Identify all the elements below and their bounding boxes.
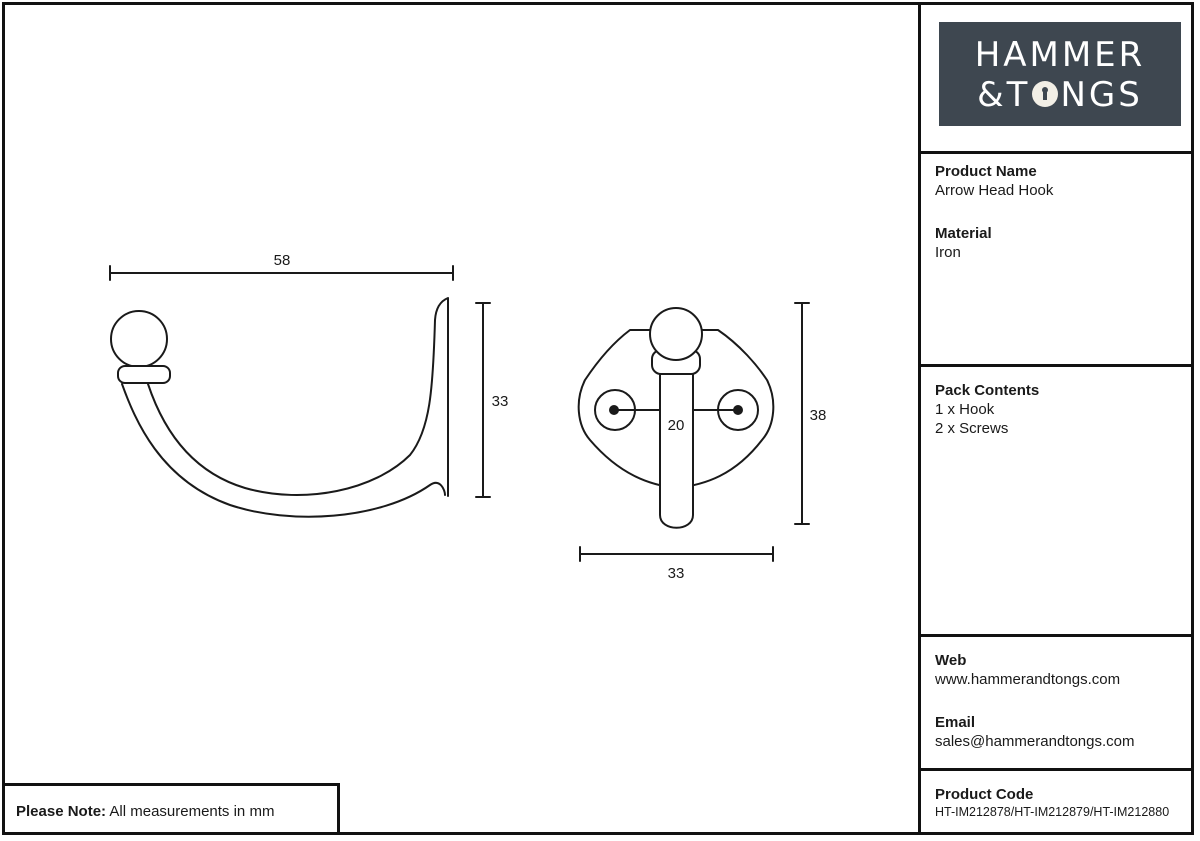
dimension-58-label: 58: [273, 252, 291, 269]
dimension-33-side-line: [476, 303, 490, 497]
note-text: All measurements in mm: [109, 803, 275, 820]
dimension-20-label: 20: [667, 417, 685, 434]
brand-logo: [939, 22, 1181, 126]
pack-item: 1 x Hook: [935, 401, 995, 418]
product-panel: [921, 151, 1194, 364]
dimension-33-side-label: 33: [491, 393, 509, 410]
product-code-panel: [921, 768, 1194, 835]
dimension-38-line: [795, 303, 809, 524]
brand-line-2-prefix: &T: [977, 75, 1031, 115]
email-value[interactable]: sales@hammerandtongs.com: [935, 733, 1135, 750]
material-value: Iron: [935, 244, 961, 261]
screw-hole-left-marker: [609, 405, 619, 415]
brand-line-2-suffix: NGS: [1060, 75, 1143, 115]
info-sidebar: [918, 2, 1194, 835]
pack-contents-panel: [921, 364, 1194, 634]
product-name-label: Product Name: [935, 163, 1037, 180]
product-code-block: [935, 786, 1169, 819]
brand-line-2: [939, 72, 1181, 115]
product-name-block: [935, 163, 1053, 199]
dimension-33-front-label: 33: [667, 565, 685, 582]
screw-hole-right-marker: [733, 405, 743, 415]
pack-contents-block: [935, 382, 1039, 437]
dimension-33-front-line: [580, 547, 773, 561]
web-block: [935, 652, 1120, 688]
web-label: Web: [935, 652, 967, 669]
material-label: Material: [935, 225, 992, 242]
contact-panel: [921, 634, 1194, 768]
web-value[interactable]: www.hammerandtongs.com: [935, 671, 1121, 688]
product-code-value: HT-IM212878/HT-IM212879/HT-IM212880: [935, 805, 1170, 819]
measurement-note: [2, 783, 340, 835]
email-label: Email: [935, 714, 976, 731]
dimension-38-label: 38: [809, 407, 827, 424]
logo-panel: [921, 2, 1194, 151]
keyhole-icon: [1032, 81, 1058, 107]
brand-line-1: HAMMER: [974, 35, 1146, 75]
pack-item: 2 x Screws: [935, 420, 1009, 437]
pack-contents-label: Pack Contents: [935, 382, 1040, 399]
note-label: Please Note:: [16, 803, 107, 820]
product-code-label: Product Code: [935, 786, 1034, 803]
email-block: [935, 714, 1134, 750]
product-name-value: Arrow Head Hook: [935, 182, 1054, 199]
hook-side-view: [111, 298, 448, 517]
material-block: [935, 225, 992, 261]
